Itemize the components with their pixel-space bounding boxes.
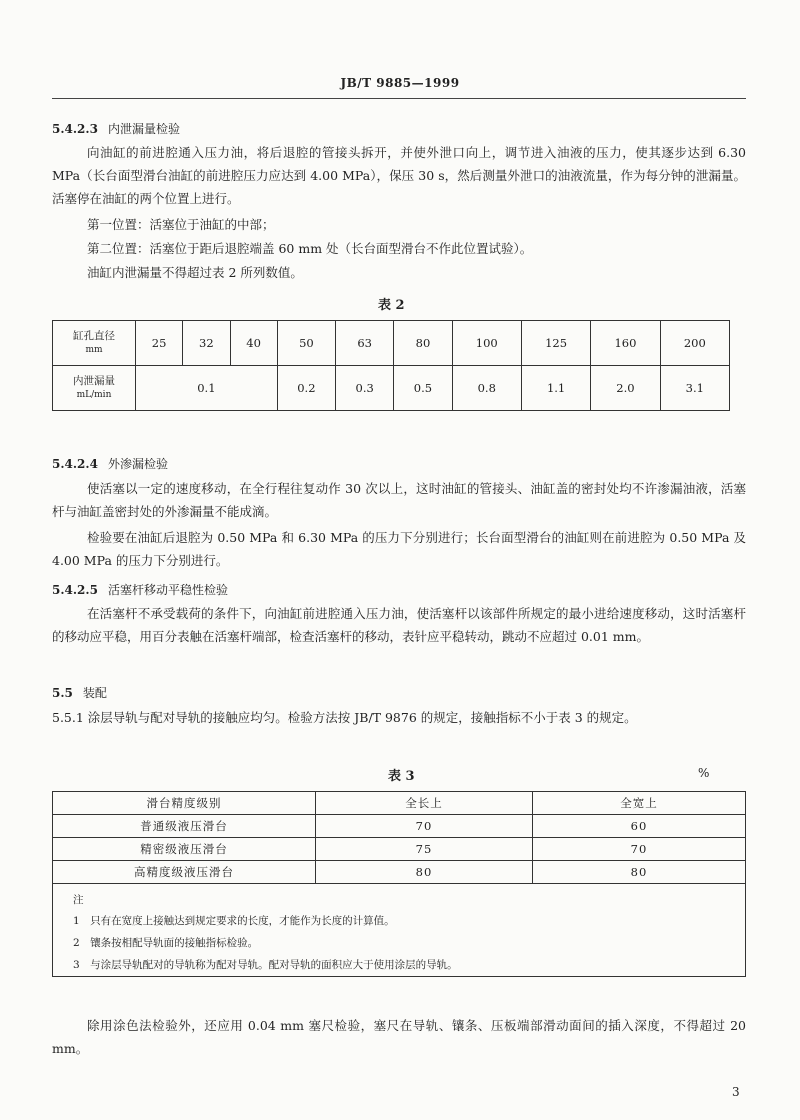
table-cell: 75 bbox=[316, 838, 533, 861]
paragraph-6: 检验要在油缸后退腔为 0.50 MPa 和 6.30 MPa 的压力下分别进行；长台面型滑台的油缸则在前进腔为 0.50 MPa 及 4.00 MPa 的压力下分别进行。 bbox=[52, 530, 746, 568]
table-cell: 0.3 bbox=[336, 366, 394, 411]
table-cell-merged: 0.1 bbox=[136, 366, 278, 411]
table-3 bbox=[52, 791, 746, 977]
table-2-caption: 表 2 bbox=[378, 298, 405, 313]
note-item: 2 镶条按相配导轨面的接触指标检验。 bbox=[73, 937, 259, 949]
table-note-row bbox=[53, 884, 746, 977]
table-cell: 125 bbox=[521, 321, 590, 366]
note-item: 1 只有在宽度上接触达到规定要求的长度，才能作为长度的计算值。 bbox=[73, 915, 395, 927]
section-title: 外渗漏检验 bbox=[107, 457, 168, 471]
paragraph-2: 第一位置：活塞位于油缸的中部； bbox=[87, 217, 275, 232]
page-header: JB/T 9885—1999 bbox=[340, 76, 460, 90]
table-cell: 精密级液压滑台 bbox=[53, 838, 316, 861]
row-label-text: 缸孔直径 bbox=[73, 330, 115, 342]
table-3-caption: 表 3 bbox=[388, 769, 415, 784]
section-heading-5425 bbox=[52, 581, 228, 598]
column-header: 滑台精度级别 bbox=[53, 792, 316, 815]
paragraph-9: 除用涂色法检验外，还应用 0.04 mm 塞尺检验，塞尺在导轨、镶条、压板端部滑动面间的插入深度，不得超过 20 mm。 bbox=[52, 1018, 746, 1056]
section-title: 装配 bbox=[82, 686, 107, 700]
row-label-text: 内泄漏量 bbox=[73, 375, 115, 387]
paragraph-5: 使活塞以一定的速度移动，在全行程往复动作 30 次以上，这时油缸的管接头、油缸盖的密封处均不许渗漏油液，活塞杆与油缸盖密封处的外渗漏量不能成滴。 bbox=[52, 481, 746, 519]
table-cell: 0.8 bbox=[452, 366, 521, 411]
table-3-unit: % bbox=[698, 766, 710, 780]
paragraph-7: 在活塞杆不承受载荷的条件下，向油缸前进腔通入压力油，使活塞杆以该部件所规定的最小进给速度移动，这时活塞杆的移动应平稳，用百分表触在活塞杆端部，检查活塞杆的移动，表针应平稳转动，跳动不应超过 0.01 mm。 bbox=[52, 606, 746, 644]
row-unit: mL/min bbox=[76, 390, 112, 400]
paragraph-4: 油缸内泄漏量不得超过表 2 所列数值。 bbox=[87, 265, 303, 280]
paragraph-8: 5.5.1 涂层导轨与配对导轨的接触应均匀。检验方法按 JB/T 9876 的规定，接触指标不小于表 3 的规定。 bbox=[52, 710, 637, 725]
table-cell: 32 bbox=[183, 321, 230, 366]
section-number: 5.4.2.4 bbox=[52, 457, 98, 471]
note-item: 3 与涂层导轨配对的导轨称为配对导轨。配对导轨的面积应大于使用涂层的导轨。 bbox=[73, 959, 458, 971]
table-cell: 80 bbox=[533, 861, 746, 884]
section-title: 活塞杆移动平稳性检验 bbox=[107, 583, 228, 597]
table-row bbox=[53, 366, 730, 411]
paragraph-3: 第二位置：活塞位于距后退腔端盖 60 mm 处（长台面型滑台不作此位置试验）。 bbox=[87, 241, 533, 256]
page-number: 3 bbox=[732, 1085, 740, 1099]
table-cell: 1.1 bbox=[521, 366, 590, 411]
row-label-diameter bbox=[53, 321, 136, 366]
table-cell: 3.1 bbox=[660, 366, 729, 411]
section-heading-5423 bbox=[52, 120, 180, 137]
table-cell: 160 bbox=[591, 321, 660, 366]
header-rule bbox=[52, 98, 746, 99]
table-2 bbox=[52, 320, 730, 411]
table-cell: 80 bbox=[316, 861, 533, 884]
table-cell: 70 bbox=[533, 838, 746, 861]
table-note bbox=[53, 884, 746, 977]
section-number: 5.5 bbox=[52, 686, 73, 700]
table-cell: 100 bbox=[452, 321, 521, 366]
table-cell: 63 bbox=[336, 321, 394, 366]
paragraph-1: 向油缸的前进腔通入压力油，将后退腔的管接头拆开，并使外泄口向上，调节进入油液的压力，使其逐步达到 6.30 MPa（长台面型滑台油缸的前进腔压力应达到 4.00 MPa），保压 30 s，然后测量外泄口的油液流量，作为每分钟的泄漏量。活塞停在油缸的两个位置上进行。 bbox=[52, 145, 746, 206]
table-cell: 60 bbox=[533, 815, 746, 838]
table-cell: 高精度级液压滑台 bbox=[53, 861, 316, 884]
table-cell: 80 bbox=[394, 321, 452, 366]
table-cell: 2.0 bbox=[591, 366, 660, 411]
column-header: 全宽上 bbox=[533, 792, 746, 815]
note-title: 注 bbox=[73, 894, 84, 906]
table-row bbox=[53, 321, 730, 366]
row-label-leakage bbox=[53, 366, 136, 411]
table-row bbox=[53, 815, 746, 838]
row-unit: mm bbox=[85, 345, 103, 355]
section-title: 内泄漏量检验 bbox=[107, 122, 180, 136]
section-number: 5.4.2.3 bbox=[52, 122, 98, 136]
table-cell: 25 bbox=[136, 321, 183, 366]
section-heading-55 bbox=[52, 684, 107, 701]
table-cell: 普通级液压滑台 bbox=[53, 815, 316, 838]
column-header: 全长上 bbox=[316, 792, 533, 815]
table-cell: 0.2 bbox=[277, 366, 335, 411]
table-header-row bbox=[53, 792, 746, 815]
table-cell: 0.5 bbox=[394, 366, 452, 411]
table-cell: 40 bbox=[230, 321, 277, 366]
table-cell: 50 bbox=[277, 321, 335, 366]
table-row bbox=[53, 861, 746, 884]
section-number: 5.4.2.5 bbox=[52, 583, 98, 597]
table-cell: 70 bbox=[316, 815, 533, 838]
table-cell: 200 bbox=[660, 321, 729, 366]
section-heading-5424 bbox=[52, 455, 168, 472]
table-row bbox=[53, 838, 746, 861]
